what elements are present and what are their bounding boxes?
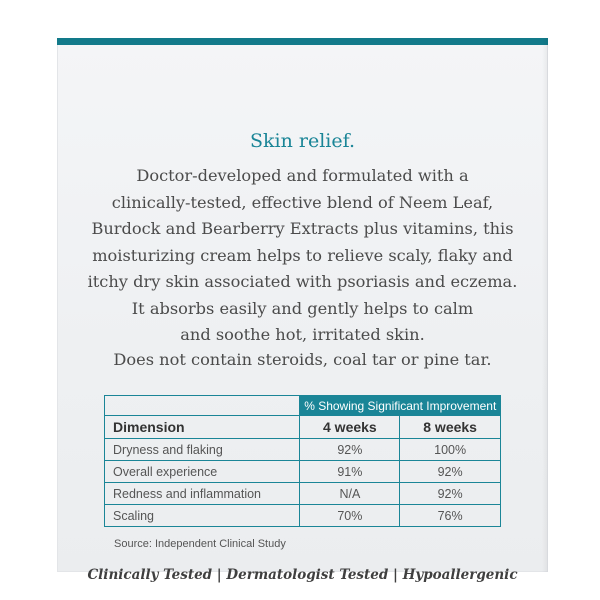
row-8-weeks: 92%	[400, 461, 501, 483]
heading: Skin relief.	[249, 130, 355, 152]
table-column-row	[105, 416, 501, 439]
source-note: Source: Independent Clinical Study	[114, 538, 286, 550]
row-4-weeks: N/A	[300, 483, 400, 505]
row-8-weeks: 92%	[400, 483, 501, 505]
tagline: Clinically Tested | Dermatologist Tested | Hypoallergenic	[87, 567, 518, 583]
description-line: itchy dry skin associated with psoriasis and eczema.	[87, 272, 518, 291]
description-line: Doctor-developed and formulated with a	[136, 166, 469, 185]
box-edge-shadow	[542, 38, 548, 572]
column-header-4-weeks: 4 weeks	[300, 416, 400, 439]
description-line: and soothe hot, irritated skin.	[180, 325, 425, 344]
table-row	[105, 505, 501, 527]
product-box-panel	[57, 38, 548, 583]
row-dimension: Redness and inflammation	[105, 483, 300, 505]
row-4-weeks: 91%	[300, 461, 400, 483]
row-dimension: Overall experience	[105, 461, 300, 483]
description-line: It absorbs easily and gently helps to calm	[131, 298, 474, 318]
description-line: moisturizing cream helps to relieve scaly, flaky and	[92, 245, 513, 265]
description	[83, 163, 522, 349]
row-4-weeks: 70%	[300, 505, 400, 527]
table-row	[105, 439, 501, 461]
does-not-contain-note: Does not contain steroids, coal tar or pine tar.	[113, 350, 492, 369]
table-row	[105, 483, 501, 505]
column-header-dimension: Dimension	[105, 416, 300, 439]
column-header-8-weeks: 8 weeks	[400, 416, 501, 439]
table-header-row	[105, 396, 501, 416]
table-header-empty	[105, 396, 300, 416]
row-4-weeks: 92%	[300, 439, 400, 461]
description-line: clinically-tested, effective blend of Neem Leaf,	[111, 192, 494, 212]
table-row	[105, 461, 501, 483]
row-dimension: Scaling	[105, 505, 300, 527]
row-8-weeks: 76%	[400, 505, 501, 527]
row-8-weeks: 100%	[400, 439, 501, 461]
clinical-results-table	[104, 395, 501, 527]
description-line: Burdock and Bearberry Extracts plus vitamins, this	[91, 219, 514, 238]
row-dimension: Dryness and flaking	[105, 439, 300, 461]
table-header-title: % Showing Significant Improvement	[300, 396, 501, 416]
top-accent-band	[57, 38, 548, 45]
